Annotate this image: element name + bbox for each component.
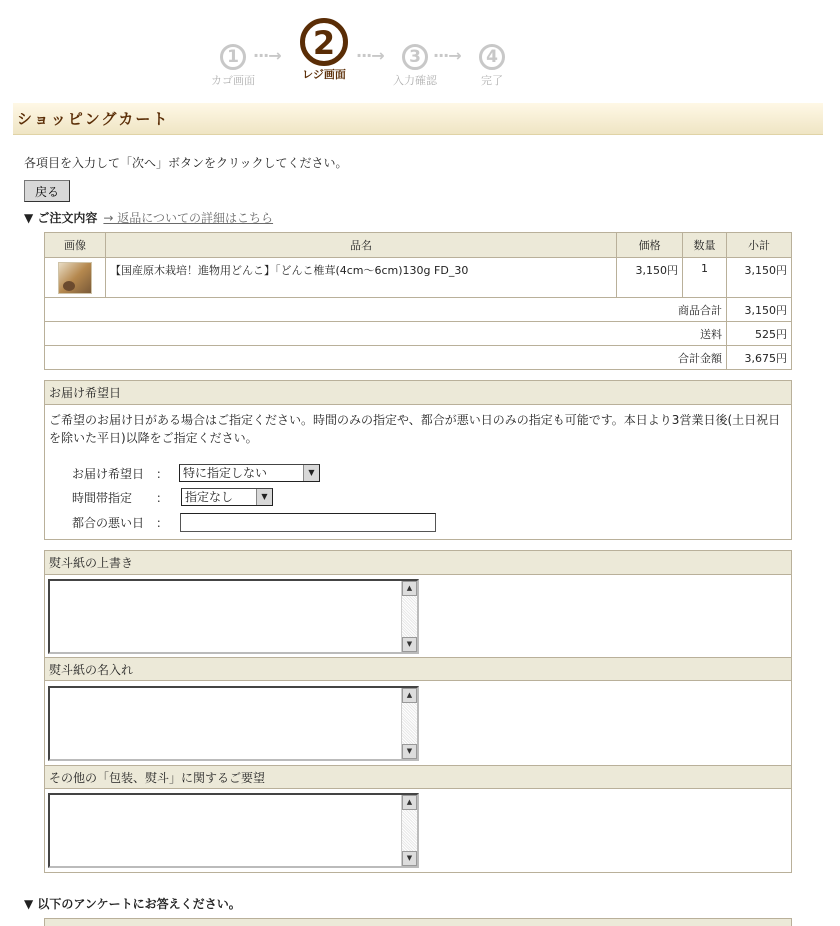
scrollbar[interactable] — [401, 795, 417, 866]
arrow-icon: ···→ — [433, 46, 461, 65]
summary-label: 送料 — [45, 322, 727, 346]
delivery-date-label: お届け希望日 ： — [72, 467, 169, 481]
summary-row — [45, 322, 792, 346]
table-header-row — [45, 233, 792, 258]
step-label: レジ画面 — [302, 68, 346, 81]
noshi-other-title: その他の「包装、熨斗」に関するご要望 — [45, 765, 791, 789]
time-slot-value: 指定なし — [185, 490, 234, 504]
step-label: 完了 — [481, 74, 503, 87]
arrow-icon: ···→ — [356, 46, 384, 65]
col-qty: 数量 — [683, 233, 727, 258]
back-button[interactable]: 戻る — [24, 180, 70, 202]
col-price: 価格 — [617, 233, 683, 258]
order-table — [44, 232, 792, 370]
chevron-down-icon: ▼ — [256, 489, 272, 505]
scroll-up-icon[interactable]: ▲ — [402, 795, 417, 810]
summary-value: 525円 — [727, 322, 792, 346]
product-image-cell — [45, 258, 106, 298]
instruction-text: 各項目を入力して「次へ」ボタンをクリックしてください。 — [24, 156, 348, 170]
scrollbar[interactable] — [401, 581, 417, 652]
delivery-title: お届け希望日 — [45, 381, 791, 405]
summary-value: 3,150円 — [727, 298, 792, 322]
noshi-name-input[interactable] — [50, 688, 403, 759]
col-name: 品名 — [105, 233, 616, 258]
scroll-up-icon[interactable]: ▲ — [402, 581, 417, 596]
scroll-down-icon[interactable]: ▼ — [402, 637, 417, 652]
step-number: 3 — [402, 44, 428, 70]
summary-value: 3,675円 — [727, 346, 792, 370]
step-cart — [211, 44, 255, 88]
step-number: 2 — [300, 18, 348, 66]
chevron-down-icon: ▼ — [303, 465, 319, 481]
noshi-other-textarea[interactable] — [48, 793, 419, 868]
delivery-date-select[interactable] — [179, 464, 320, 482]
scroll-up-icon[interactable]: ▲ — [402, 688, 417, 703]
returns-link[interactable]: → 返品についての詳細はこちら — [103, 211, 274, 225]
noshi-name-title: 熨斗紙の名入れ — [45, 657, 791, 681]
col-image: 画像 — [45, 233, 106, 258]
step-complete — [478, 44, 506, 88]
delivery-desc: ご希望のお届け日がある場合はご指定ください。時間のみの指定や、都合が悪い日のみの指定も可能です。本日より3営業日後(土日祝日を除いた平日)以降をご指定ください。 — [49, 413, 781, 445]
product-price: 3,150円 — [617, 258, 683, 298]
noshi-upper-textarea[interactable] — [48, 579, 419, 654]
checkout-steps — [0, 18, 840, 90]
scroll-down-icon[interactable]: ▼ — [402, 744, 417, 759]
product-qty: 1 — [683, 258, 727, 298]
time-slot-select[interactable] — [181, 488, 273, 506]
col-subtotal: 小計 — [727, 233, 792, 258]
order-section-title — [24, 209, 273, 226]
product-name: 【国産原木栽培！進物用どんこ】「どんこ椎茸(4cm〜6cm)130g FD_30 — [105, 258, 616, 298]
step-number: 4 — [479, 44, 505, 70]
summary-row — [45, 298, 792, 322]
noshi-other-input[interactable] — [50, 795, 403, 866]
page-title: ショッピングカート — [13, 103, 823, 135]
survey-title: ▼ 以下のアンケートにお答えください。 — [24, 897, 241, 911]
step-label: 入力確認 — [393, 74, 437, 87]
scroll-down-icon[interactable]: ▼ — [402, 851, 417, 866]
order-title: ▼ ご注文内容 — [24, 211, 98, 225]
summary-label: 商品合計 — [45, 298, 727, 322]
step-number: 1 — [220, 44, 246, 70]
unavailable-date-input[interactable] — [180, 513, 436, 532]
noshi-upper-input[interactable] — [50, 581, 403, 652]
step-label: カゴ画面 — [211, 74, 255, 87]
delivery-date-value: 特に指定しない — [183, 466, 268, 480]
unavailable-date-label: 都合の悪い日 ： — [72, 516, 169, 530]
step-register — [297, 18, 351, 82]
summary-label: 合計金額 — [45, 346, 727, 370]
table-row — [45, 258, 792, 298]
product-image — [58, 262, 92, 294]
time-slot-label: 時間帯指定 ： — [72, 491, 169, 505]
arrow-icon: ···→ — [253, 46, 281, 65]
scrollbar[interactable] — [401, 688, 417, 759]
noshi-name-textarea[interactable] — [48, 686, 419, 761]
product-subtotal: 3,150円 — [727, 258, 792, 298]
survey-box — [44, 918, 792, 926]
noshi-upper-title: 熨斗紙の上書き — [45, 551, 791, 575]
summary-row — [45, 346, 792, 370]
